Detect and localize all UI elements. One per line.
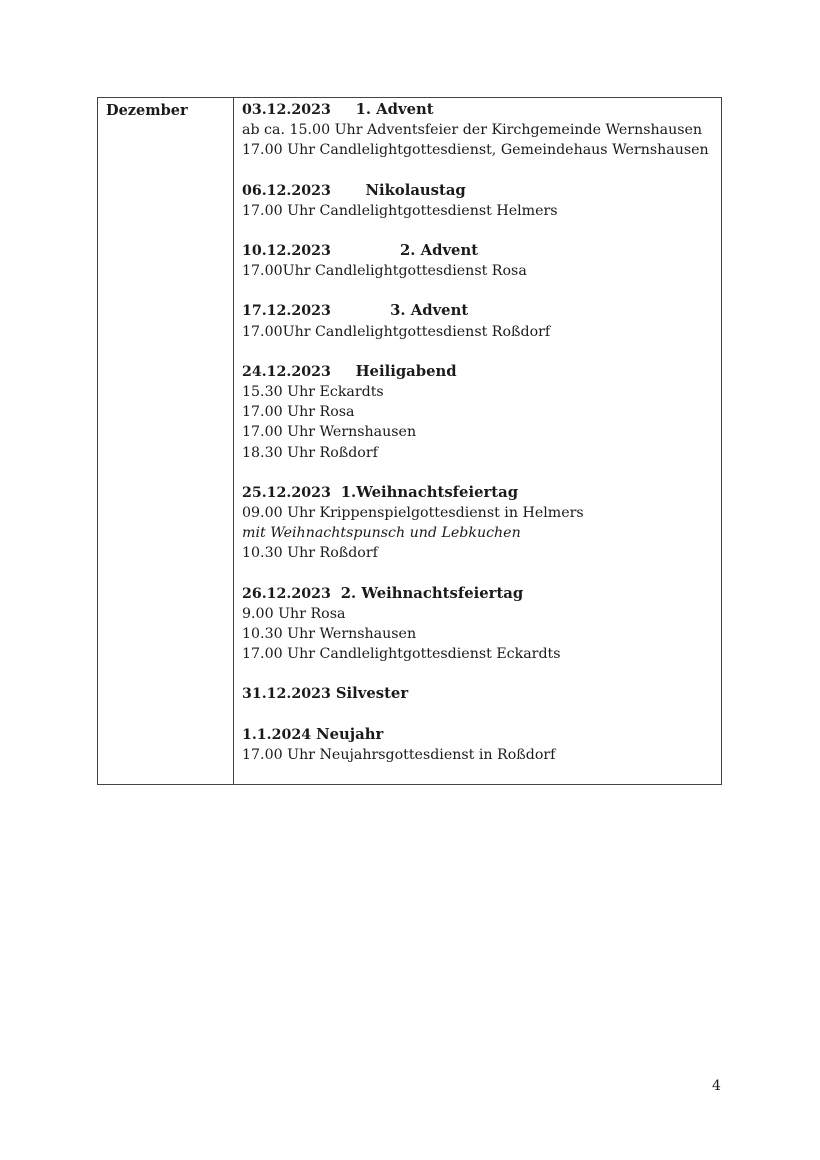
event-line: ab ca. 15.00 Uhr Adventsfeier der Kirchgemeinde Wernshausen: [242, 122, 703, 139]
event-date: 25.12.2023: [242, 484, 331, 501]
event-line: mit Weihnachtspunsch und Lebkuchen: [242, 525, 521, 542]
event-gap: [331, 183, 366, 199]
event-header: [242, 684, 721, 704]
event-date: 03.12.2023: [242, 102, 331, 118]
event-block: [242, 684, 721, 704]
event-block: [242, 483, 721, 564]
event-gap: [331, 102, 356, 118]
event-header: [242, 301, 721, 321]
event-date: 31.12.2023: [242, 686, 331, 703]
event-gap: [331, 485, 341, 501]
event-date: 24.12.2023: [242, 363, 331, 380]
event-block: [242, 725, 721, 765]
event-line: 9.00 Uhr Rosa: [242, 605, 346, 622]
event-name: 1. Advent: [355, 101, 434, 118]
event-header: [242, 362, 721, 382]
event-date: 10.12.2023: [242, 243, 331, 260]
event-line: 10.30 Uhr Wernshausen: [242, 626, 417, 643]
event-name: Neujahr: [316, 725, 384, 743]
event-gap: [331, 364, 356, 380]
month-cell: [98, 98, 234, 784]
event-header: [242, 241, 721, 261]
schedule-table: [97, 97, 722, 785]
event-block: [242, 362, 721, 463]
event-gap: [331, 303, 390, 319]
event-name: Heiligabend: [355, 362, 457, 380]
event-header: [242, 100, 721, 120]
event-line: 15.30 Uhr Eckardts: [242, 384, 384, 401]
event-name: 3. Advent: [390, 302, 469, 320]
event-date: 17.12.2023: [242, 303, 331, 320]
event-line: 09.00 Uhr Krippenspielgottesdienst in Helmers: [242, 505, 584, 522]
event-block: [242, 584, 721, 665]
event-line: 10.30 Uhr Roßdorf: [242, 545, 378, 562]
events-cell: [234, 98, 721, 784]
event-block: [242, 301, 721, 341]
event-header: [242, 584, 721, 604]
month-label: Dezember: [106, 102, 188, 119]
event-gap: [331, 586, 341, 602]
event-block: [242, 181, 721, 221]
event-line: 17.00 Uhr Candlelightgottesdienst, Gemeindehaus Wernshausen: [242, 142, 709, 159]
event-name: 1.Weihnachtsfeiertag: [340, 483, 519, 501]
event-line: 17.00 Uhr Candlelightgottesdienst Eckardts: [242, 646, 561, 663]
event-line: 17.00 Uhr Wernshausen: [242, 424, 417, 441]
event-date: 26.12.2023: [242, 585, 331, 602]
event-name: 2. Weihnachtsfeiertag: [340, 584, 524, 602]
page-number: 4: [712, 1078, 721, 1094]
event-name: Nikolaustag: [365, 181, 466, 199]
event-line: 17.00 Uhr Rosa: [242, 404, 355, 421]
event-line: 17.00 Uhr Candlelightgottesdienst Helmers: [242, 202, 558, 219]
event-line: 18.30 Uhr Roßdorf: [242, 444, 378, 461]
event-header: [242, 725, 721, 745]
event-line: 17.00 Uhr Neujahrsgottesdienst in Roßdorf: [242, 746, 556, 763]
event-line: 17.00Uhr Candlelightgottesdienst Roßdorf: [242, 323, 551, 340]
event-name: Silvester: [335, 685, 409, 703]
event-line: 17.00Uhr Candlelightgottesdienst Rosa: [242, 263, 527, 280]
event-header: [242, 181, 721, 201]
event-name: 2. Advent: [400, 242, 479, 260]
event-block: [242, 241, 721, 281]
event-date: 1.1.2024: [242, 726, 312, 743]
event-date: 06.12.2023: [242, 182, 331, 199]
event-header: [242, 483, 721, 503]
event-block: [242, 100, 721, 161]
event-gap: [331, 243, 400, 259]
